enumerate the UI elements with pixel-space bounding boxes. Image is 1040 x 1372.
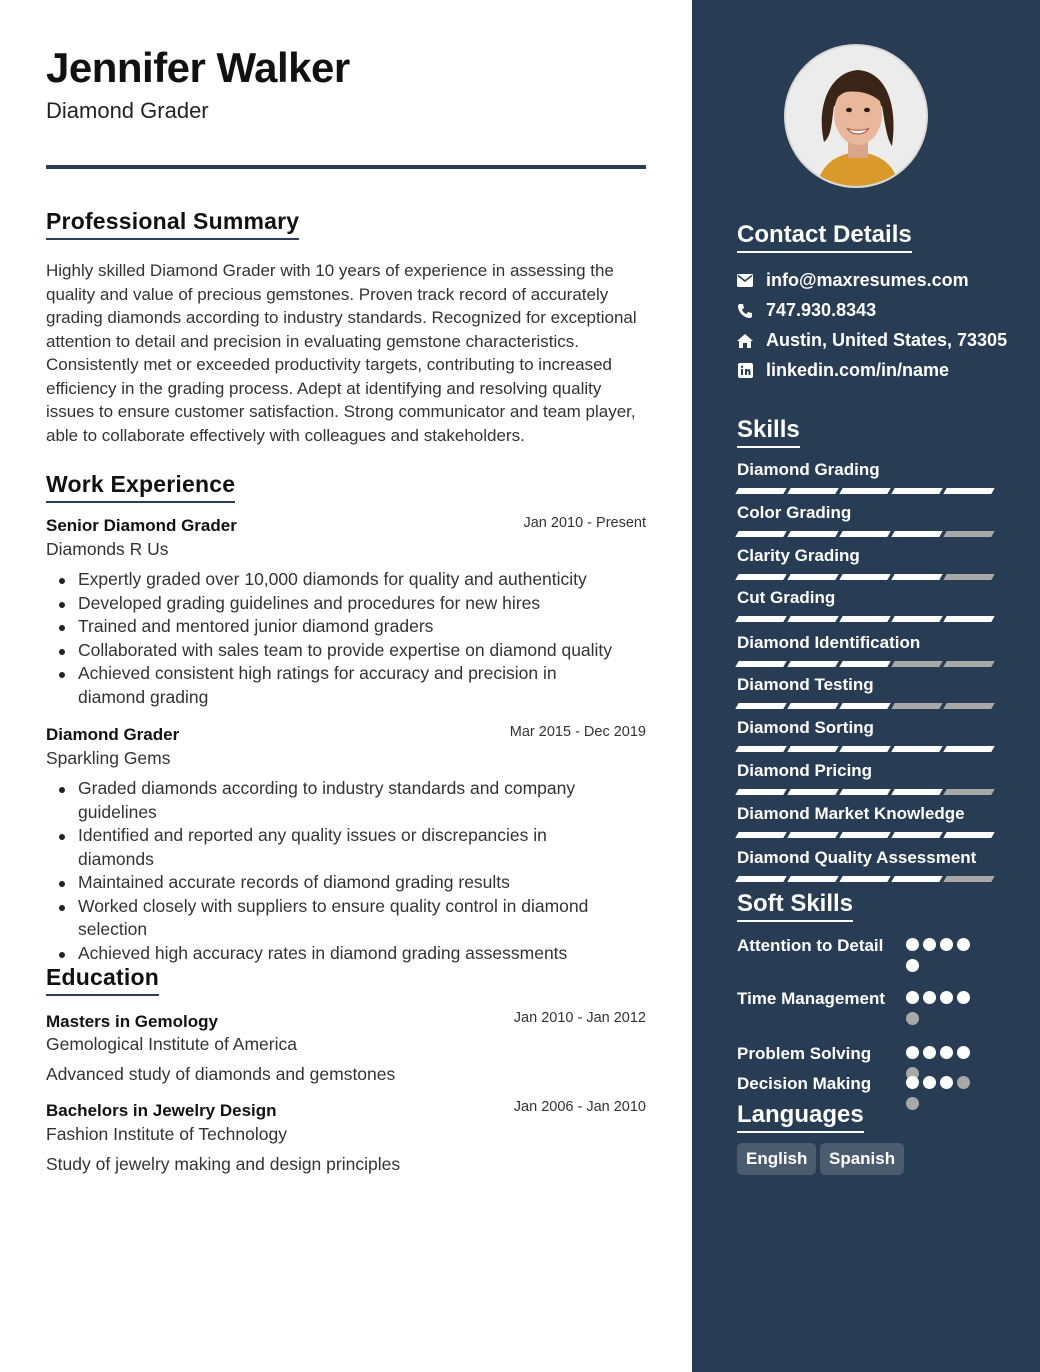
skill-level-bar <box>737 616 993 622</box>
rating-dot <box>957 938 970 951</box>
skill-level-segment <box>943 789 994 795</box>
skill-level-segment <box>787 661 838 667</box>
skill-level-segment <box>943 746 994 752</box>
contact-linkedin[interactable] <box>737 360 949 381</box>
edu-description: Advanced study of diamonds and gemstones <box>46 1064 396 1084</box>
skill-level-bar <box>737 703 993 709</box>
location-text: Austin, United States, 73305 <box>766 330 1008 350</box>
candidate-role: Diamond Grader <box>46 98 209 123</box>
section-title-skills: Skills <box>737 416 800 448</box>
skill-name: Cut Grading <box>737 588 836 607</box>
rating-dot <box>957 1046 970 1059</box>
skill-level-segment <box>787 531 838 537</box>
skill-level-segment <box>787 746 838 752</box>
section-title-education: Education <box>46 964 159 996</box>
job-bullets <box>46 777 646 965</box>
job-dates: Jan 2010 - Present <box>523 515 646 531</box>
contact-phone[interactable] <box>737 300 876 321</box>
list-item: Developed grading guidelines and procedures for new hires <box>46 592 646 616</box>
envelope-icon <box>737 273 753 289</box>
skill-level-segment <box>735 789 786 795</box>
edu-description: Study of jewelry making and design principles <box>46 1154 401 1174</box>
job-dates: Mar 2015 - Dec 2019 <box>509 724 646 740</box>
soft-skill-rating <box>906 1046 976 1080</box>
rating-dot <box>923 1046 936 1059</box>
rating-dot <box>957 1076 970 1089</box>
soft-skill-rating <box>906 991 976 1025</box>
summary-text: Highly skilled Diamond Grader with 10 years of experience in assessing the quality and value of precious gemstones. Proven track record of accurately grading diamonds according to industry standards. Recognized for exceptional attention to detail and precision in evaluating gemstone characteristics. Consistently met or exceeded productivity targets, contributing to increased efficiency in the grading process. Adept at identifying and resolving quality issues to ensure customer satisfaction. Strong communicator and team player, able to collaborate effectively with colleagues and stakeholders. <box>46 261 637 445</box>
rating-dot <box>940 938 953 951</box>
rating-dot <box>906 1012 919 1025</box>
job-title: Diamond Grader <box>46 725 180 744</box>
phone-icon <box>737 303 753 319</box>
edu-school: Gemological Institute of America <box>46 1034 297 1054</box>
rating-dot <box>957 991 970 1004</box>
skill-name: Diamond Testing <box>737 675 874 694</box>
edu-dates: Jan 2010 - Jan 2012 <box>513 1010 646 1026</box>
skill-level-segment <box>735 832 786 838</box>
language-tag: Spanish <box>820 1143 904 1175</box>
section-title-languages: Languages <box>737 1101 864 1133</box>
skill-name: Diamond Grading <box>737 460 880 479</box>
home-icon <box>737 333 753 349</box>
skill-level-segment <box>891 488 942 494</box>
skill-level-bar <box>737 746 993 752</box>
skill-level-segment <box>943 488 994 494</box>
phone-text: 747.930.8343 <box>766 300 877 320</box>
skill-level-segment <box>839 832 890 838</box>
contact-location <box>737 330 1007 351</box>
skill-level-segment <box>839 661 890 667</box>
soft-skill-name: Problem Solving <box>737 1044 872 1063</box>
soft-skill-name: Decision Making <box>737 1074 872 1093</box>
skill-level-segment <box>891 574 942 580</box>
skill-level-segment <box>891 789 942 795</box>
job-title: Senior Diamond Grader <box>46 516 237 535</box>
skill-level-segment <box>839 488 890 494</box>
linkedin-text: linkedin.com/in/name <box>766 360 950 380</box>
list-item: Achieved high accuracy rates in diamond grading assessments <box>46 942 646 966</box>
skill-name: Diamond Market Knowledge <box>737 804 965 823</box>
skill-level-segment <box>891 832 942 838</box>
skill-level-segment <box>943 832 994 838</box>
rating-dot <box>923 991 936 1004</box>
skill-level-segment <box>735 703 786 709</box>
soft-skill-name: Time Management <box>737 989 886 1008</box>
list-item: Graded diamonds according to industry standards and company guidelines <box>46 777 616 824</box>
skill-level-segment <box>891 703 942 709</box>
skill-level-segment <box>735 488 786 494</box>
skill-level-segment <box>787 488 838 494</box>
skill-level-segment <box>787 876 838 882</box>
list-item: Achieved consistent high ratings for accuracy and precision in diamond grading <box>46 662 606 709</box>
header-divider <box>46 165 646 169</box>
skill-name: Diamond Sorting <box>737 718 874 737</box>
skill-level-bar <box>737 531 993 537</box>
rating-dot <box>940 991 953 1004</box>
skill-level-segment <box>839 574 890 580</box>
job-company: Diamonds R Us <box>46 539 169 559</box>
section-title-soft-skills: Soft Skills <box>737 890 853 922</box>
skill-level-segment <box>943 703 994 709</box>
skill-name: Diamond Quality Assessment <box>737 848 977 867</box>
rating-dot <box>923 938 936 951</box>
skill-level-segment <box>943 616 994 622</box>
rating-dot <box>923 1076 936 1089</box>
job-company: Sparkling Gems <box>46 748 171 768</box>
skill-name: Diamond Pricing <box>737 761 873 780</box>
rating-dot <box>906 959 919 972</box>
list-item: Collaborated with sales team to provide expertise on diamond quality <box>46 639 646 663</box>
section-title-contact: Contact Details <box>737 221 912 253</box>
skill-level-segment <box>735 531 786 537</box>
skill-level-segment <box>735 746 786 752</box>
skill-level-segment <box>943 876 994 882</box>
skill-level-segment <box>735 574 786 580</box>
soft-skill-rating <box>906 1076 976 1110</box>
skill-level-segment <box>943 661 994 667</box>
skill-level-segment <box>735 876 786 882</box>
section-title-summary: Professional Summary <box>46 208 299 240</box>
email-text: info@maxresumes.com <box>766 270 969 290</box>
rating-dot <box>940 1046 953 1059</box>
candidate-name: Jennifer Walker <box>46 44 350 91</box>
skill-name: Diamond Identification <box>737 633 921 652</box>
skill-name: Clarity Grading <box>737 546 860 565</box>
skill-level-bar <box>737 832 993 838</box>
soft-skill-name: Attention to Detail <box>737 936 884 955</box>
skill-level-segment <box>839 616 890 622</box>
rating-dot <box>906 1097 919 1110</box>
skill-level-segment <box>787 703 838 709</box>
avatar <box>784 44 928 188</box>
list-item: Expertly graded over 10,000 diamonds for quality and authenticity <box>46 568 646 592</box>
job-bullets <box>46 568 646 709</box>
sidebar <box>692 0 1040 1372</box>
rating-dot <box>906 938 919 951</box>
skill-level-bar <box>737 876 993 882</box>
skill-level-segment <box>839 876 890 882</box>
skill-level-segment <box>891 661 942 667</box>
list-item: Maintained accurate records of diamond grading results <box>46 871 646 895</box>
skill-level-segment <box>839 531 890 537</box>
skill-name: Color Grading <box>737 503 852 522</box>
soft-skill-rating <box>906 938 976 972</box>
list-item: Identified and reported any quality issues or discrepancies in diamonds <box>46 824 596 871</box>
skill-level-segment <box>891 876 942 882</box>
list-item: Worked closely with suppliers to ensure quality control in diamond selection <box>46 895 636 942</box>
edu-school: Fashion Institute of Technology <box>46 1124 287 1144</box>
skill-level-bar <box>737 488 993 494</box>
skill-level-segment <box>787 789 838 795</box>
skill-level-segment <box>839 746 890 752</box>
skill-level-bar <box>737 661 993 667</box>
edu-dates: Jan 2006 - Jan 2010 <box>513 1099 646 1115</box>
rating-dot <box>906 1076 919 1089</box>
skill-level-segment <box>943 574 994 580</box>
rating-dot <box>906 1046 919 1059</box>
skill-level-segment <box>891 531 942 537</box>
section-title-experience: Work Experience <box>46 471 235 503</box>
contact-email[interactable] <box>737 270 969 291</box>
list-item: Trained and mentored junior diamond graders <box>46 615 646 639</box>
skill-level-segment <box>891 616 942 622</box>
skill-level-segment <box>787 832 838 838</box>
rating-dot <box>940 1076 953 1089</box>
skill-level-segment <box>839 789 890 795</box>
skill-level-segment <box>787 574 838 580</box>
portrait-illustration <box>786 46 928 188</box>
linkedin-icon <box>737 363 753 379</box>
skill-level-bar <box>737 574 993 580</box>
language-tag: English <box>737 1143 816 1175</box>
skill-level-segment <box>839 703 890 709</box>
skill-level-segment <box>735 661 786 667</box>
skill-level-segment <box>891 746 942 752</box>
skill-level-bar <box>737 789 993 795</box>
skill-level-segment <box>735 616 786 622</box>
skill-level-segment <box>787 616 838 622</box>
edu-degree: Masters in Gemology <box>46 1012 218 1031</box>
skill-level-segment <box>943 531 994 537</box>
rating-dot <box>906 991 919 1004</box>
edu-degree: Bachelors in Jewelry Design <box>46 1101 277 1120</box>
